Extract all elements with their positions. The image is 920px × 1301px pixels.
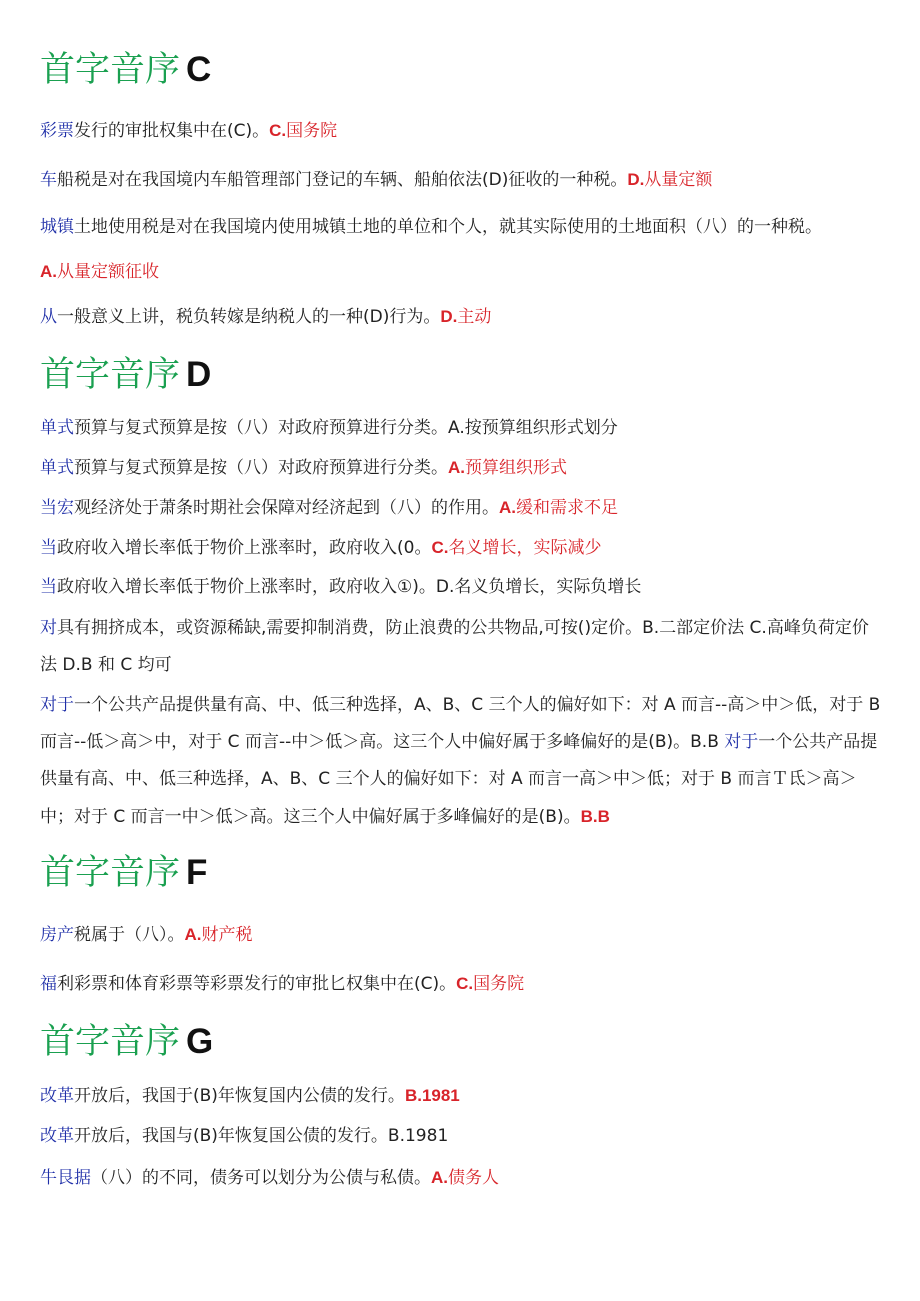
question-item	[40, 449, 885, 487]
question-text: （八）的不同，债务可以划分为公债与私债。	[91, 1168, 431, 1188]
answer: B.B	[580, 807, 610, 826]
heading-word: 首字音序	[40, 1022, 181, 1062]
answer: A.预算组织形式	[448, 458, 567, 478]
keyword-highlight: 从	[40, 307, 57, 327]
heading-letter: D	[186, 355, 212, 394]
keyword-highlight: 福	[40, 974, 57, 994]
question-item	[40, 209, 885, 246]
answer: C.国务院	[269, 121, 338, 141]
heading-word: 首字音序	[40, 355, 181, 395]
question-item	[40, 529, 885, 567]
keyword-highlight: 单式	[40, 418, 74, 438]
keyword-highlight: 对	[40, 618, 57, 638]
section-heading-f	[40, 851, 207, 895]
answer: A.从量定额征收	[40, 262, 159, 282]
section-heading-g	[40, 1020, 213, 1064]
answer: A.债务人	[431, 1168, 499, 1188]
question-text: 一个公共产品提供量有高、中、低三种选择，A、B、C 三个人的偏好如下：对 A 而言--高＞中＞低，对于 B 而言--低＞高＞中，对于 C 而言--中＞低＞高。这三个人中偏好属于多峰偏好的是(B)。B.B	[40, 695, 881, 752]
keyword-highlight: 彩票	[40, 121, 74, 141]
section-heading-d	[40, 353, 211, 397]
answer: D.从量定额	[627, 170, 713, 190]
question-text: 开放后，我国与(B)年恢复国公债的发行。B.1981	[74, 1126, 449, 1146]
question-item	[40, 298, 885, 336]
question-text: 开放后，我国于(B)年恢复国内公债的发行。	[74, 1086, 405, 1106]
answer: B.1981	[404, 1086, 460, 1105]
heading-word: 首字音序	[40, 853, 181, 893]
question-item	[40, 569, 885, 606]
keyword-highlight: 改革	[40, 1126, 74, 1146]
heading-word: 首字音序	[40, 50, 181, 90]
question-text: 政府收入增长率低于物价上涨率时，政府收入(0。	[57, 538, 432, 558]
question-text: 具有拥挤成本，或资源稀缺,需要抑制消费，防止浪费的公共物品,可按()定价。B.二部定价法 C.高峰负荷定价法 D.B 和 C 均可	[40, 618, 869, 675]
question-text: 预算与复式预算是按（八）对政府预算进行分类。A.按预算组织形式划分	[74, 418, 618, 438]
keyword-highlight: 房产	[40, 925, 74, 945]
question-text: 政府收入增长率低于物价上涨率时，政府收入①)。D.名义负增长，实际负增长	[57, 577, 642, 597]
keyword-highlight: 当宏	[40, 498, 74, 518]
question-item	[40, 610, 885, 684]
question-item	[40, 916, 885, 954]
question-item	[40, 489, 885, 527]
section-heading-c	[40, 48, 211, 92]
question-item	[40, 1118, 885, 1155]
question-item	[40, 965, 885, 1003]
keyword-highlight: 车	[40, 170, 57, 190]
question-text: 利彩票和体育彩票等彩票发行的审批匕权集中在(C)。	[57, 974, 457, 994]
heading-letter: G	[186, 1022, 214, 1061]
question-text: 税属于（八）。	[74, 925, 185, 945]
question-item	[40, 687, 885, 836]
question-item	[40, 410, 885, 447]
answer: A.财产税	[184, 925, 253, 945]
keyword-highlight: 当	[40, 577, 57, 597]
keyword-highlight: 当	[40, 538, 57, 558]
question-item	[40, 1077, 885, 1115]
keyword-highlight: 对于	[724, 732, 759, 752]
keyword-highlight: 对于	[40, 695, 74, 715]
question-text: 观经济处于萧条时期社会保障对经济起到（八）的作用。	[74, 498, 499, 518]
question-text: 预算与复式预算是按（八）对政府预算进行分类。	[74, 458, 448, 478]
answer: D.主动	[440, 307, 492, 327]
answer: A.缓和需求不足	[499, 498, 618, 518]
heading-letter: F	[186, 853, 208, 892]
heading-letter: C	[186, 50, 212, 89]
question-text: 船税是对在我国境内车船管理部门登记的车辆、船舶依法(D)征收的一种税。	[57, 170, 628, 190]
answer: C.名义增长，实际减少	[431, 538, 602, 558]
question-text: 土地使用税是对在我国境内使用城镇土地的单位和个人，就其实际使用的土地面积（八）的一种税。	[74, 217, 822, 237]
keyword-highlight: 城镇	[40, 217, 74, 237]
question-item	[40, 161, 885, 199]
question-text: 发行的审批权集中在(C)。	[74, 121, 270, 141]
question-text: 一般意义上讲，税负转嫁是纳税人的一种(D)行为。	[57, 307, 441, 327]
keyword-highlight: 牛艮据	[40, 1168, 91, 1188]
question-text: 一个公共产品提供量有高、中、低三种选择，A、B、C 三个人的偏好如下：对 A 而言一高＞中＞低；对于 B 而言Ｔ氐＞高＞中；对于 C 而言一中＞低＞高。这三个人中偏好属于多峰偏好的是(B)。	[40, 732, 878, 827]
question-item	[40, 1159, 885, 1197]
answer-line	[40, 253, 885, 291]
keyword-highlight: 改革	[40, 1086, 74, 1106]
answer: C.国务院	[456, 974, 525, 994]
keyword-highlight: 单式	[40, 458, 74, 478]
question-item	[40, 112, 885, 150]
